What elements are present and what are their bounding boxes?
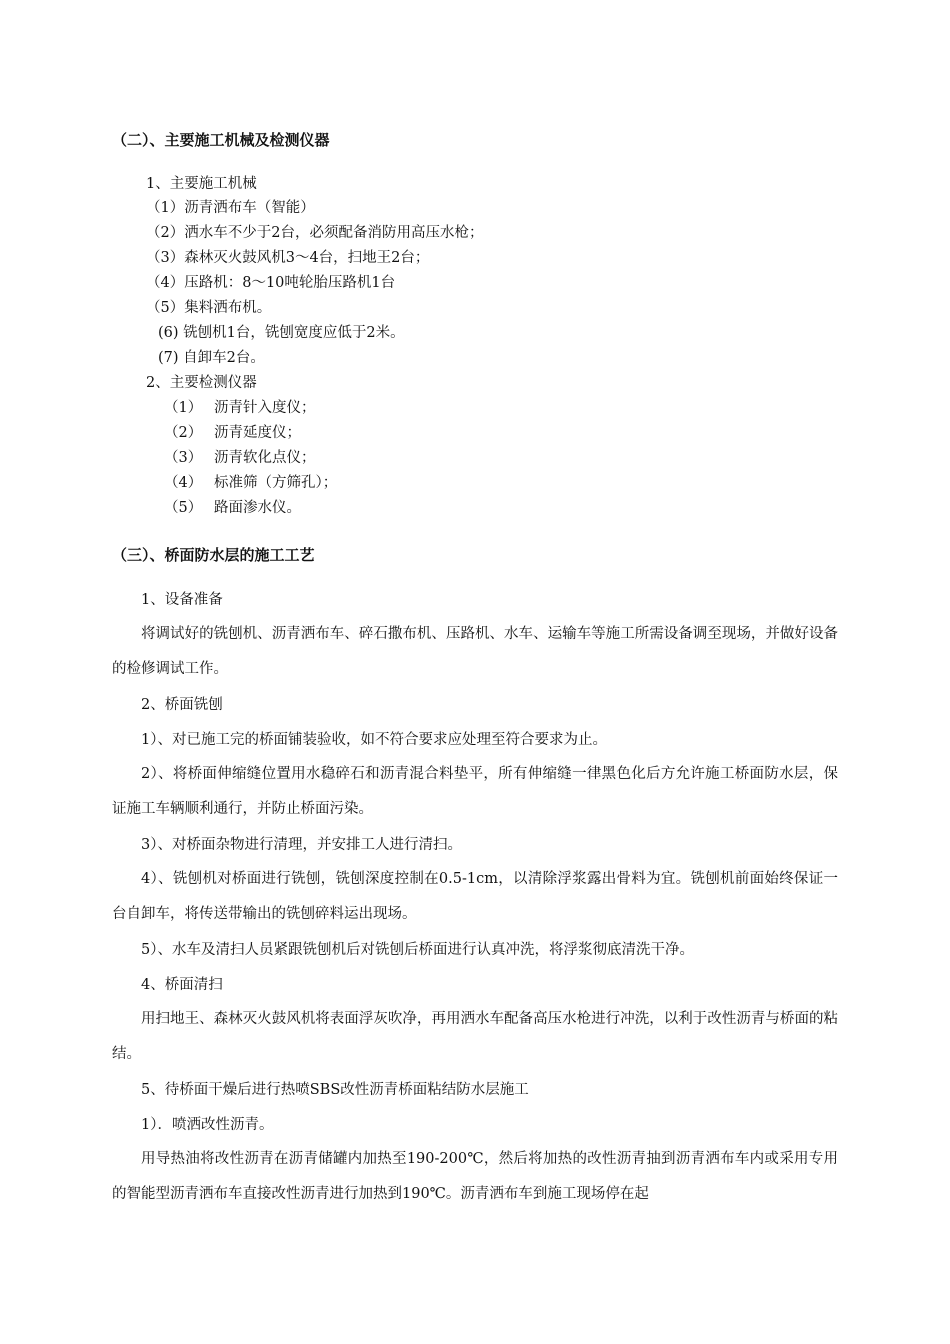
instrument-number: （3） xyxy=(164,450,203,466)
instrument-number: （4） xyxy=(164,475,203,491)
section-heading-machinery: （二）、主要施工机械及检测仪器 xyxy=(112,131,330,149)
instrument-item xyxy=(164,473,337,493)
instrument-text: 路面渗水仪。 xyxy=(214,500,301,516)
machinery-item: （3）森林灭火鼓风机3～4台，扫地王2台； xyxy=(146,250,430,266)
machinery-item: (6) 铣刨机1台，铣刨宽度应低于2米。 xyxy=(158,325,405,341)
step-title-cleaning: 4、桥面清扫 xyxy=(141,977,223,993)
machinery-item: （1）沥青洒布车（智能） xyxy=(146,200,315,216)
instrument-text: 沥青延度仪； xyxy=(214,425,301,441)
instrument-number: （5） xyxy=(164,500,203,516)
instrument-text: 沥青针入度仪； xyxy=(214,400,316,416)
instrument-item xyxy=(164,398,316,418)
step-title-equipment: 1、设备准备 xyxy=(141,592,223,608)
step-title-sbs-layer: 5、待桥面干燥后进行热喷SBS改性沥青桥面粘结防水层施工 xyxy=(141,1082,529,1098)
paragraph-equipment: 将调试好的铣刨机、沥青洒布车、碎石撒布机、压路机、水车、运输车等施工所需设备调至现场，并做好设备的检修调试工作。 xyxy=(112,626,838,677)
instrument-number: （2） xyxy=(164,425,203,441)
instrument-number: （1） xyxy=(164,400,203,416)
paragraph-milling-5: 5）、水车及清扫人员紧跟铣刨机后对铣刨后桥面进行认真冲洗，将浮浆彻底清洗干净。 xyxy=(141,942,694,958)
machinery-item: (7) 自卸车2台。 xyxy=(158,350,265,366)
instrument-item xyxy=(164,423,301,443)
paragraph-milling-1: 1）、对已施工完的桥面铺装验收，如不符合要求应处理至符合要求为止。 xyxy=(141,732,607,748)
step-title-milling: 2、桥面铣刨 xyxy=(141,697,223,713)
paragraph-spraying: 用导热油将改性沥青在沥青储罐内加热至190-200℃，然后将加热的改性沥青抽到沥青洒布车内或采用专用的智能型沥青洒布车直接改性沥青进行加热到190℃。沥青洒布车到施工现场停在起 xyxy=(112,1151,838,1202)
paragraph-milling-4: 4）、铣刨机对桥面进行铣刨，铣刨深度控制在0.5-1cm，以清除浮浆露出骨料为宜。铣刨机前面始终保证一台自卸车，将传送带输出的铣刨碎料运出现场。 xyxy=(112,871,838,922)
paragraph-spraying-title: 1）．喷洒改性沥青。 xyxy=(141,1117,274,1133)
machinery-subtitle: 1、主要施工机械 xyxy=(146,176,257,192)
instrument-text: 标准筛（方筛孔）； xyxy=(214,475,338,491)
instrument-item xyxy=(164,448,316,468)
machinery-item: （4）压路机：8～10吨轮胎压路机1台 xyxy=(146,275,396,291)
instrument-text: 沥青软化点仪； xyxy=(214,450,316,466)
machinery-item: （2）洒水车不少于2台，必须配备消防用高压水枪； xyxy=(146,225,484,241)
section-heading-process: （三）、桥面防水层的施工工艺 xyxy=(112,546,315,564)
paragraph-milling-2: 2）、将桥面伸缩缝位置用水稳碎石和沥青混合料垫平，所有伸缩缝一律黑色化后方允许施工桥面防水层，保证施工车辆顺利通行，并防止桥面污染。 xyxy=(112,766,838,817)
machinery-item: （5）集料洒布机。 xyxy=(146,300,272,316)
paragraph-cleaning: 用扫地王、森林灭火鼓风机将表面浮灰吹净，再用洒水车配备高压水枪进行冲洗，以利于改性沥青与桥面的粘结。 xyxy=(112,1011,838,1062)
instruments-subtitle: 2、主要检测仪器 xyxy=(146,375,257,391)
instrument-item xyxy=(164,498,301,518)
paragraph-milling-3: 3）、对桥面杂物进行清理，并安排工人进行清扫。 xyxy=(141,837,462,853)
